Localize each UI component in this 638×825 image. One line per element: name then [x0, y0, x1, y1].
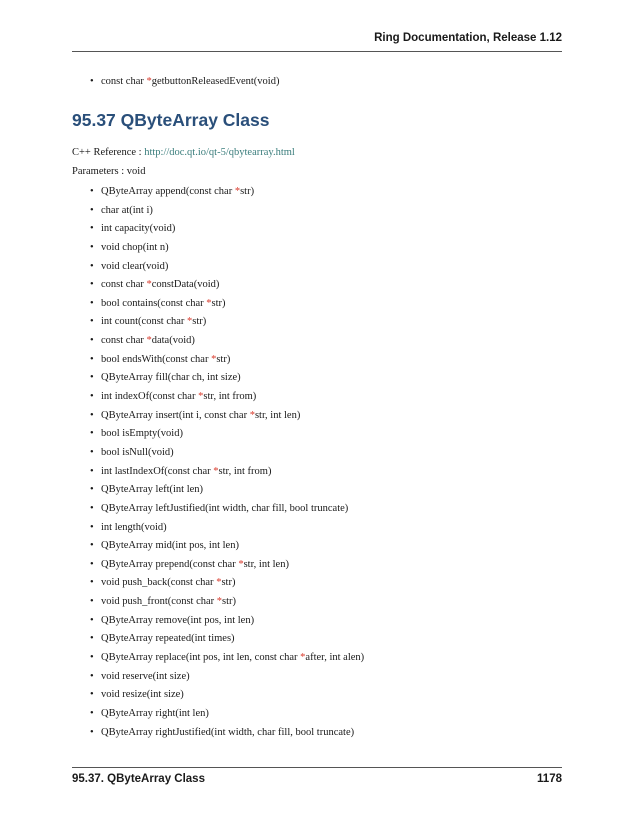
item-text-rest: str, int len) [254, 409, 301, 421]
bullet: • [90, 391, 94, 403]
pointer-star: * [216, 577, 222, 589]
item-text: QByteArray rightJustified(int width, char fill, bool truncate) [101, 726, 355, 738]
item-text-rest: str, int from) [203, 391, 257, 403]
item-text-rest: str) [221, 577, 236, 589]
list-item [90, 481, 364, 500]
pointer-star: * [213, 465, 219, 477]
pointer-star: * [216, 596, 223, 608]
bullet: • [90, 484, 94, 496]
bullet: • [90, 670, 94, 682]
bullet: • [90, 335, 94, 347]
bullet: • [90, 372, 94, 384]
pointer-star: * [206, 297, 212, 309]
pointer-star: * [187, 316, 193, 328]
item-text: const char [101, 279, 147, 291]
bullet: • [90, 353, 94, 365]
bullet: • [90, 316, 94, 328]
item-text: QByteArray insert(int i, const char [101, 409, 250, 421]
pointer-star: * [238, 558, 244, 570]
item-text: void clear(void) [101, 260, 169, 272]
bullet: • [90, 76, 94, 87]
bullet: • [90, 596, 94, 608]
list-item [90, 220, 364, 239]
list-item [90, 407, 364, 426]
pointer-star: * [146, 279, 152, 291]
list-item [90, 369, 364, 388]
item-text: int indexOf(const char [101, 391, 199, 403]
parameters-line: Parameters : void [72, 166, 146, 177]
reference-label: C++ Reference : [72, 147, 145, 158]
item-text: QByteArray remove(int pos, int len) [101, 614, 255, 626]
item-text: QByteArray mid(int pos, int len) [101, 540, 239, 552]
bullet: • [90, 726, 94, 738]
list-item [90, 574, 364, 593]
footer-rule [72, 767, 562, 768]
method-list [90, 183, 364, 742]
pointer-star: * [234, 186, 241, 197]
page-number: 1178 [537, 773, 562, 785]
item-text-rest: data(void) [151, 335, 195, 347]
list-item [90, 537, 364, 556]
bullet: • [90, 260, 94, 272]
item-text-rest: constData(void) [151, 279, 220, 291]
item-text: bool isNull(void) [101, 446, 174, 458]
list-item [90, 444, 364, 463]
bullet: • [90, 223, 94, 235]
section-title: 95.37 QByteArray Class [72, 110, 270, 130]
item-text: QByteArray right(int len) [101, 707, 209, 719]
bullet: • [90, 446, 94, 458]
list-item [90, 668, 364, 687]
bullet: • [90, 577, 94, 589]
list-item [90, 593, 364, 612]
bullet: • [90, 707, 94, 719]
item-text: QByteArray left(int len) [101, 484, 204, 496]
bullet: • [90, 502, 94, 514]
list-item [90, 76, 279, 87]
item-text: void resize(int size) [101, 689, 184, 701]
item-text: QByteArray prepend(const char [101, 558, 239, 570]
pointer-star: * [146, 335, 152, 347]
bullet: • [90, 409, 94, 421]
list-item [90, 630, 364, 649]
list-item [90, 724, 364, 743]
item-text: int capacity(void) [101, 223, 176, 235]
bullet: • [90, 279, 94, 291]
list-item [90, 425, 364, 444]
list-item [90, 686, 364, 705]
item-text: QByteArray leftJustified(int width, char fill, bool truncate) [101, 502, 349, 514]
item-text-rest: str, int from) [218, 465, 272, 477]
item-text: bool contains(const char [101, 297, 207, 309]
bullet: • [90, 652, 94, 664]
list-item [90, 239, 364, 258]
list-item [90, 500, 364, 519]
list-item [90, 276, 364, 295]
reference-link[interactable]: http://doc.qt.io/qt-5/qbytearray.html [144, 147, 295, 158]
bullet: • [90, 540, 94, 552]
bullet: • [90, 297, 94, 309]
list-item [90, 313, 364, 332]
bullet: • [90, 428, 94, 440]
footer-section: 95.37. QByteArray Class [72, 773, 205, 785]
item-text-rest: str) [222, 596, 237, 608]
list-item [90, 202, 364, 221]
header-rule [72, 51, 562, 52]
list-item [90, 519, 364, 538]
item-text: QByteArray repeated(int times) [101, 633, 235, 645]
bullet: • [90, 204, 94, 216]
item-text: QByteArray fill(char ch, int size) [101, 372, 241, 384]
list-item [90, 556, 364, 575]
item-text: const char [101, 335, 147, 347]
pointer-star: * [300, 652, 306, 664]
item-text-rest: str) [192, 316, 207, 328]
item-text-rest: after, int alen) [305, 652, 365, 664]
item-text: char at(int i) [101, 204, 153, 216]
list-item [90, 332, 364, 351]
reference-line [72, 147, 295, 158]
list-item [90, 649, 364, 668]
item-text: QByteArray replace(int pos, int len, const char [101, 652, 301, 664]
bullet: • [90, 689, 94, 701]
item-text: int length(void) [101, 521, 167, 533]
pointer-star: * [211, 353, 217, 365]
item-text: int count(const char [101, 316, 188, 328]
list-item [90, 183, 364, 202]
item-text: void push_front(const char [101, 596, 217, 608]
item-text: const char [101, 76, 147, 87]
item-text: QByteArray append(const char [101, 186, 235, 197]
list-item [90, 351, 364, 370]
item-text-rest: str) [211, 297, 226, 309]
item-text: void chop(int n) [101, 241, 169, 253]
pointer-star: * [146, 76, 152, 87]
item-text: void push_back(const char [101, 577, 217, 589]
item-text-rest: getbuttonReleasedEvent(void) [151, 76, 280, 87]
bullet: • [90, 465, 94, 477]
bullet: • [90, 558, 94, 570]
list-item [90, 463, 364, 482]
item-text: int lastIndexOf(const char [101, 465, 214, 477]
bullet: • [90, 186, 94, 197]
pointer-star: * [198, 391, 204, 403]
list-item [90, 388, 364, 407]
bullet: • [90, 521, 94, 533]
item-text-rest: str) [240, 186, 255, 197]
item-text-rest: str) [216, 353, 231, 365]
bullet: • [90, 614, 94, 626]
list-item [90, 258, 364, 277]
pointer-star: * [249, 409, 255, 421]
item-text: bool endsWith(const char [101, 353, 212, 365]
list-item [90, 295, 364, 314]
running-header: Ring Documentation, Release 1.12 [374, 32, 562, 44]
bullet: • [90, 241, 94, 253]
bullet: • [90, 633, 94, 645]
list-item [90, 612, 364, 631]
item-text: void reserve(int size) [101, 670, 190, 682]
item-text: bool isEmpty(void) [101, 428, 183, 440]
item-text-rest: str, int len) [243, 558, 289, 570]
list-item [90, 705, 364, 724]
